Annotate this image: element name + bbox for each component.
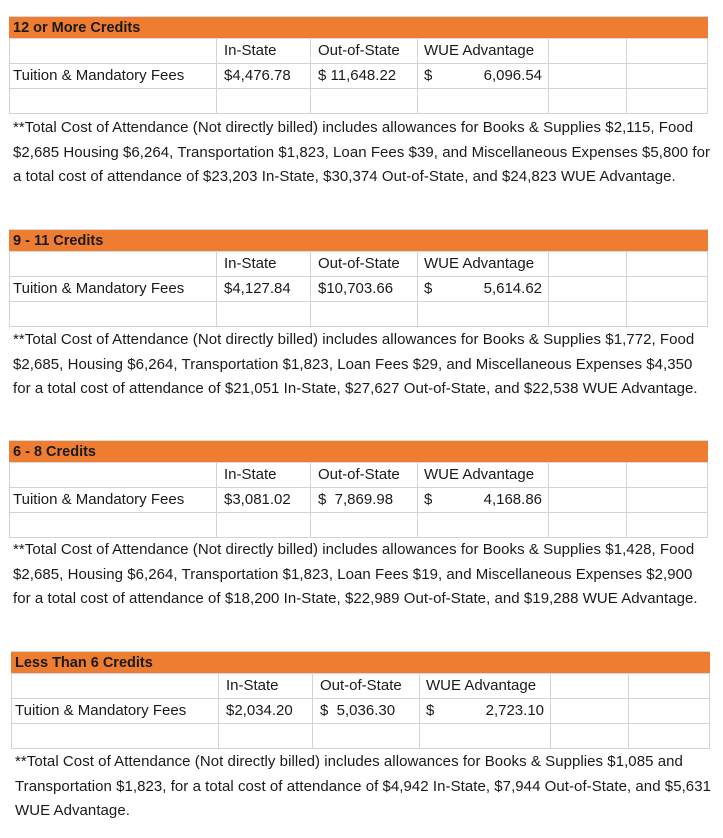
out-of-state-value: $10,703.66 <box>311 277 418 301</box>
row-label: Tuition & Mandatory Fees <box>11 699 219 723</box>
col-wue: WUE Advantage <box>420 674 551 698</box>
in-state-value: $4,127.84 <box>217 277 311 301</box>
row-label: Tuition & Mandatory Fees <box>9 277 217 301</box>
cost-note: **Total Cost of Attendance (Not directly billed) includes allowances for Books & Supplies $1,772, Food $2,685, Housing $6,264, Transportation $1,823, Loan Fees $29, and Miscellaneous Expenses $4,350 for a total cost of attendance of $21,051 In-State, $27,627 Out-of-State, and $22,538 WUE Advantage. <box>13 331 698 397</box>
col-wue: WUE Advantage <box>418 39 549 63</box>
section-title: Less Than 6 Credits <box>11 651 710 674</box>
row-label: Tuition & Mandatory Fees <box>9 488 217 512</box>
col-out-of-state: Out-of-State <box>311 39 418 63</box>
in-state-value: $3,081.02 <box>217 488 311 512</box>
in-state-value: $2,034.20 <box>219 699 313 723</box>
col-in-state: In-State <box>217 252 311 276</box>
cost-note: **Total Cost of Attendance (Not directly billed) includes allowances for Books & Supplies $1,428, Food $2,685, Housing $6,264, Transportation $1,823, Loan Fees $19, and Miscellaneous Expenses $2,900 for a total cost of attendance of $18,200 In-State, $22,989 Out-of-State, and $19,288 WUE Advantage. <box>13 541 698 607</box>
in-state-value: $4,476.78 <box>217 64 311 88</box>
header-row <box>9 252 708 277</box>
out-of-state-value: $ 7,869.98 <box>311 488 418 512</box>
section-6-8 <box>9 440 708 538</box>
col-out-of-state: Out-of-State <box>311 463 418 487</box>
wue-value: $ 6,096.54 <box>418 64 549 88</box>
out-of-state-value: $ 11,648.22 <box>311 64 418 88</box>
wue-value: $ 2,723.10 <box>420 699 551 723</box>
col-out-of-state: Out-of-State <box>313 674 420 698</box>
header-row <box>11 674 710 699</box>
tuition-row <box>9 277 708 302</box>
blank-row <box>9 302 708 327</box>
section-12-or-more <box>9 16 708 114</box>
blank-row <box>9 89 708 114</box>
cost-note: **Total Cost of Attendance (Not directly billed) includes allowances for Books & Supplies $1,085 and Transportation $1,823, for a total cost of attendance of $4,942 In-State, $7,944 Out-of-State, and $5,631 WUE Advantage. <box>15 753 711 819</box>
col-out-of-state: Out-of-State <box>311 252 418 276</box>
tuition-row <box>9 488 708 513</box>
cost-note: **Total Cost of Attendance (Not directly billed) includes allowances for Books & Supplies $2,115, Food $2,685 Housing $6,264, Transportation $1,823, Loan Fees $39, and Miscellaneous Expenses $5,800 for a total cost of attendance of $23,203 In-State, $30,374 Out-of-State, and $24,823 WUE Advantage. <box>13 119 711 185</box>
section-9-11 <box>9 229 708 327</box>
section-less-than-6 <box>11 651 710 749</box>
section-title: 6 - 8 Credits <box>9 440 708 463</box>
col-in-state: In-State <box>219 674 313 698</box>
wue-value: $ 4,168.86 <box>418 488 549 512</box>
header-row <box>9 39 708 64</box>
section-title: 12 or More Credits <box>9 16 708 39</box>
col-wue: WUE Advantage <box>418 252 549 276</box>
section-title: 9 - 11 Credits <box>9 229 708 252</box>
blank-row <box>9 513 708 538</box>
col-in-state: In-State <box>217 39 311 63</box>
tuition-row <box>9 64 708 89</box>
col-wue: WUE Advantage <box>418 463 549 487</box>
out-of-state-value: $ 5,036.30 <box>313 699 420 723</box>
header-row <box>9 463 708 488</box>
tuition-row <box>11 699 710 724</box>
row-label: Tuition & Mandatory Fees <box>9 64 217 88</box>
blank-row <box>11 724 710 749</box>
col-in-state: In-State <box>217 463 311 487</box>
wue-value: $ 5,614.62 <box>418 277 549 301</box>
